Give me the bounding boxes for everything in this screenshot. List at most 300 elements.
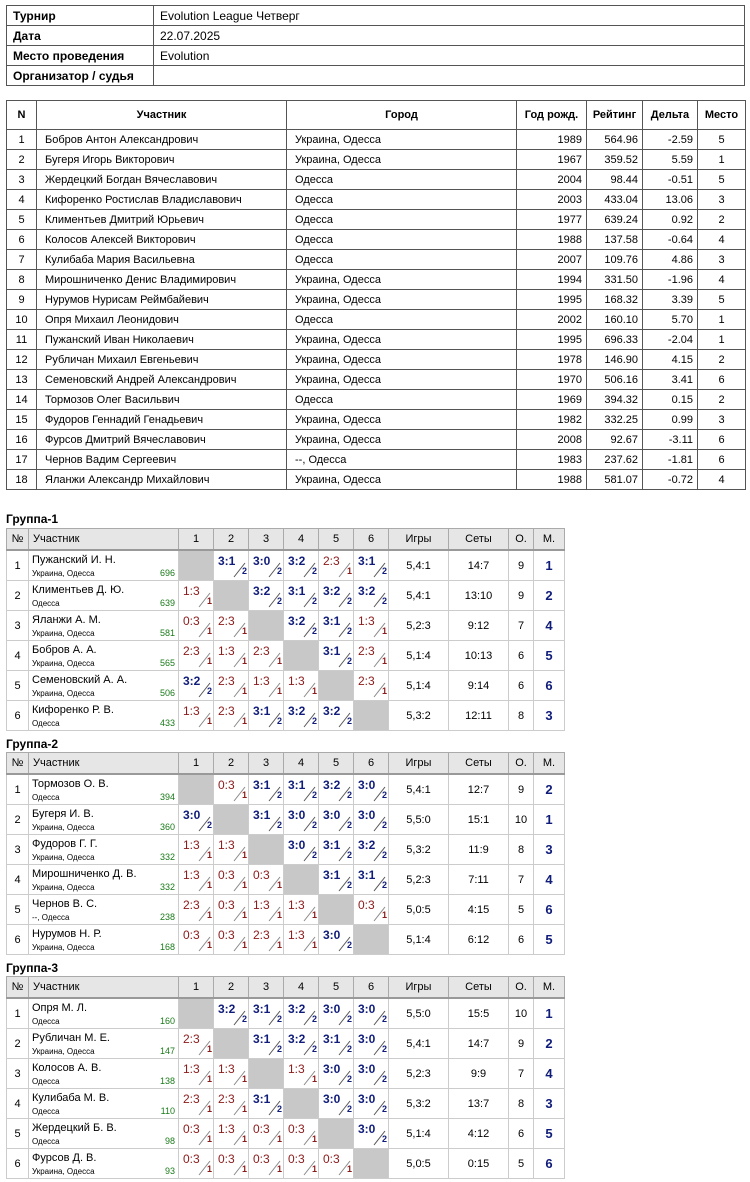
player-place [534,805,565,835]
match-points: 2 [382,880,388,890]
match-score [319,641,353,670]
match-points: 1 [242,626,248,636]
player-points: 6 [509,925,534,955]
match-score [354,835,388,864]
match-result-cell [319,774,354,805]
player-points: 9 [509,581,534,611]
player-number: 2 [7,805,29,835]
player-points: 6 [509,641,534,671]
col-no-header: № [7,753,29,775]
player-number: 1 [7,774,29,805]
match-score [354,611,388,640]
player-name: Бугеря И. В. [32,808,94,820]
group-row [7,581,565,611]
participant-city: Одесса [287,230,517,250]
player-name: Чернов В. С. [32,898,98,910]
match-set-score: 3:1 [323,644,341,658]
col-place-header: Место [698,101,746,130]
match-points: 1 [242,1074,248,1084]
match-result-cell [249,865,284,895]
info-label: Дата [7,26,154,46]
participant-row [7,170,746,190]
participant-birth-year: 2003 [517,190,587,210]
participant-birth-year: 1967 [517,150,587,170]
info-value: 22.07.2025 [154,26,745,46]
player-name: Нурумов Н. Р. [32,928,102,940]
group-row [7,925,565,955]
participant-delta: -1.81 [643,450,698,470]
match-points: 1 [277,1134,283,1144]
participant-delta: -0.72 [643,470,698,490]
player-place-value: 5 [545,932,553,947]
match-points: 2 [207,820,213,830]
match-points: 1 [312,910,318,920]
match-points: 1 [207,1164,213,1174]
participant-birth-year: 1970 [517,370,587,390]
player-points: 7 [509,1059,534,1089]
player-sets: 12:7 [449,774,509,805]
match-points: 2 [347,850,353,860]
player-games: 5,3:2 [389,701,449,731]
match-score [319,1089,353,1118]
match-result-cell [319,1089,354,1119]
participant-number: 15 [7,410,37,430]
player-number: 5 [7,895,29,925]
player-games: 5,5:0 [389,998,449,1029]
participant-row [7,130,746,150]
self-match-cell [214,581,249,611]
player-name: Рубличан М. Е. [32,1032,110,1044]
participant-name: Рубличан Михаил Евгеньевич [37,350,287,370]
match-score [319,1029,353,1058]
group-row [7,1149,565,1179]
match-points: 1 [382,656,388,666]
match-result-cell [284,1149,319,1179]
match-score [249,775,283,804]
match-points: 1 [277,940,283,950]
group-row [7,865,565,895]
player-city: Украина, Одесса [32,1167,95,1176]
group-row [7,611,565,641]
match-result-cell [354,550,389,581]
player-games: 5,4:1 [389,774,449,805]
player-games: 5,3:2 [389,1089,449,1119]
match-result-cell [249,671,284,701]
match-set-score: 2:3 [183,1092,200,1106]
player-points: 5 [509,895,534,925]
player-games: 5,0:5 [389,895,449,925]
info-row [7,6,745,26]
match-points: 1 [242,1134,248,1144]
match-set-score: 1:3 [288,928,305,942]
match-points: 2 [382,1014,388,1024]
participant-city: Одесса [287,390,517,410]
match-score [179,611,213,640]
self-match-cell [319,1119,354,1149]
match-set-score: 3:2 [288,554,306,568]
participant-rating: 564.96 [587,130,643,150]
participants-table [6,100,746,490]
match-points: 1 [207,910,213,920]
player-points: 6 [509,1119,534,1149]
match-result-cell [249,550,284,581]
self-match-cell [354,701,389,731]
participant-city: Одесса [287,250,517,270]
col-participant-header: Участник [37,101,287,130]
player-number: 4 [7,865,29,895]
player-games: 5,4:1 [389,581,449,611]
player-points: 10 [509,998,534,1029]
match-set-score: 0:3 [218,1152,235,1166]
player-rating: 332 [159,882,175,892]
match-result-cell [214,1119,249,1149]
match-score [354,775,388,804]
match-set-score: 3:0 [358,1002,376,1016]
player-sets: 4:12 [449,1119,509,1149]
participant-name: Нурумов Нурисам Реймбайевич [37,290,287,310]
group-header-row [7,977,565,999]
col-delta-header: Дельта [643,101,698,130]
match-set-score: 3:1 [323,838,341,852]
match-points: 2 [382,596,388,606]
participant-name: Тормозов Олег Васильвич [37,390,287,410]
participant-delta: 0.15 [643,390,698,410]
match-result-cell [319,641,354,671]
col-sets-header: Сеты [449,753,509,775]
match-set-score: 3:2 [253,584,271,598]
match-set-score: 3:1 [253,704,271,718]
match-score [284,775,318,804]
group-row [7,1089,565,1119]
player-city: Украина, Одесса [32,659,95,668]
participant-row [7,350,746,370]
match-score [249,865,283,894]
player-cell [29,1149,179,1179]
player-name: Мирошниченко Д. В. [32,868,137,880]
col-place-header: М. [534,977,565,999]
participant-birth-year: 1995 [517,290,587,310]
match-set-score: 3:0 [358,1062,376,1076]
participant-number: 3 [7,170,37,190]
player-name: Бобров А. А. [32,644,97,656]
participant-row [7,430,746,450]
match-score [249,671,283,700]
participant-name: Мирошниченко Денис Владимирович [37,270,287,290]
match-score [319,1059,353,1088]
col-opp-1-header: 1 [179,977,214,999]
match-score [284,1029,318,1058]
participant-name: Фудоров Геннадий Генадьевич [37,410,287,430]
match-set-score: 3:2 [288,1032,306,1046]
player-number: 2 [7,581,29,611]
player-place [534,641,565,671]
participant-number: 12 [7,350,37,370]
match-set-score: 0:3 [218,898,235,912]
info-row [7,46,745,66]
participant-rating: 137.58 [587,230,643,250]
match-score [354,1089,388,1118]
player-city: Украина, Одесса [32,689,95,698]
match-score [179,1149,213,1178]
participant-delta: 4.15 [643,350,698,370]
match-set-score: 2:3 [183,898,200,912]
match-set-score: 0:3 [183,614,200,628]
match-score [284,1059,318,1088]
player-sets: 15:5 [449,998,509,1029]
match-result-cell [249,895,284,925]
match-points: 1 [242,940,248,950]
match-points: 2 [382,1104,388,1114]
player-city: Украина, Одесса [32,943,95,952]
match-result-cell [319,1149,354,1179]
match-points: 2 [382,790,388,800]
match-points: 1 [277,880,283,890]
player-sets: 15:1 [449,805,509,835]
match-points: 1 [242,1164,248,1174]
player-number: 1 [7,550,29,581]
match-set-score: 0:3 [183,1152,200,1166]
player-cell [29,1089,179,1119]
participant-rating: 331.50 [587,270,643,290]
match-set-score: 0:3 [288,1152,305,1166]
match-points: 2 [312,1044,318,1054]
player-cell [29,925,179,955]
self-match-cell [249,611,284,641]
match-score [284,805,318,834]
match-points: 1 [207,596,213,606]
match-result-cell [284,581,319,611]
player-rating: 147 [159,1046,175,1056]
col-city-header: Город [287,101,517,130]
participant-number: 14 [7,390,37,410]
player-number: 2 [7,1029,29,1059]
col-opp-5-header: 5 [319,753,354,775]
match-score [319,551,353,580]
col-opp-4-header: 4 [284,753,319,775]
player-sets: 10:13 [449,641,509,671]
participant-place: 4 [698,230,746,250]
participant-rating: 433.04 [587,190,643,210]
match-set-score: 2:3 [358,674,375,688]
participant-name: Пужанский Иван Николаевич [37,330,287,350]
participant-name: Опря Михаил Леонидович [37,310,287,330]
match-points: 2 [382,1134,388,1144]
participant-row [7,450,746,470]
match-set-score: 3:1 [253,1032,271,1046]
match-points: 1 [312,686,318,696]
match-score [354,1119,388,1148]
match-score [249,551,283,580]
info-value: Evolution [154,46,745,66]
match-set-score: 0:3 [358,898,375,912]
player-number: 4 [7,1089,29,1119]
match-result-cell [284,835,319,865]
match-result-cell [249,998,284,1029]
col-points-header: О. [509,529,534,551]
match-score [249,701,283,730]
match-set-score: 3:2 [183,674,201,688]
participant-place: 6 [698,370,746,390]
col-opp-4-header: 4 [284,977,319,999]
match-score [284,551,318,580]
participant-city: --, Одесса [287,450,517,470]
match-points: 1 [382,910,388,920]
match-points: 2 [347,940,353,950]
match-score [249,805,283,834]
match-result-cell [179,805,214,835]
group-3-title: Группа-3 [6,961,59,975]
participant-rating: 639.24 [587,210,643,230]
player-sets: 7:11 [449,865,509,895]
player-points: 9 [509,550,534,581]
participant-number: 16 [7,430,37,450]
match-set-score: 3:1 [323,868,341,882]
match-points: 1 [207,1104,213,1114]
match-set-score: 1:3 [253,898,270,912]
match-points: 2 [277,1044,283,1054]
match-set-score: 3:2 [323,584,341,598]
match-points: 2 [382,1074,388,1084]
participant-city: Украина, Одесса [287,330,517,350]
player-rating: 168 [159,942,175,952]
match-set-score: 1:3 [183,1062,200,1076]
group-header-row [7,529,565,551]
match-points: 2 [347,820,353,830]
participant-number: 7 [7,250,37,270]
match-points: 1 [312,1134,318,1144]
match-set-score: 1:3 [288,898,305,912]
match-result-cell [354,835,389,865]
match-points: 2 [242,1014,248,1024]
match-score [284,1149,318,1178]
player-games: 5,2:3 [389,865,449,895]
self-match-cell [214,805,249,835]
player-place-value: 5 [545,648,553,663]
match-score [179,1059,213,1088]
match-result-cell [354,774,389,805]
player-cell [29,641,179,671]
self-match-cell [214,1029,249,1059]
match-result-cell [214,1059,249,1089]
info-label: Место проведения [7,46,154,66]
participants-header [7,101,746,130]
participant-birth-year: 1988 [517,230,587,250]
player-points: 8 [509,701,534,731]
match-result-cell [319,611,354,641]
player-place [534,865,565,895]
match-result-cell [354,895,389,925]
player-place-value: 3 [545,1096,553,1111]
participant-city: Одесса [287,210,517,230]
player-cell [29,581,179,611]
match-set-score: 3:1 [288,778,306,792]
match-set-score: 3:2 [288,704,306,718]
match-set-score: 1:3 [183,584,200,598]
participant-rating: 146.90 [587,350,643,370]
participant-city: Одесса [287,190,517,210]
match-score [319,701,353,730]
match-points: 1 [207,1134,213,1144]
match-score [354,1059,388,1088]
participant-rating: 98.44 [587,170,643,190]
match-score [249,895,283,924]
match-score [214,1149,248,1178]
match-set-score: 3:1 [253,808,271,822]
match-points: 1 [242,880,248,890]
col-rating-header: Рейтинг [587,101,643,130]
player-city: Одесса [32,1077,60,1086]
player-games: 5,2:3 [389,611,449,641]
col-place-header: М. [534,529,565,551]
match-score [179,641,213,670]
match-points: 1 [277,910,283,920]
player-place-value: 2 [545,782,553,797]
match-score [249,581,283,610]
player-place-value: 4 [545,618,553,633]
participant-row [7,470,746,490]
player-sets: 12:11 [449,701,509,731]
match-set-score: 3:1 [358,554,376,568]
player-city: Украина, Одесса [32,823,95,832]
participant-rating: 160.10 [587,310,643,330]
match-score [214,701,248,730]
match-set-score: 3:2 [323,704,341,718]
match-score [319,865,353,894]
match-score [214,775,248,804]
player-cell [29,895,179,925]
match-points: 2 [347,1014,353,1024]
player-cell [29,701,179,731]
participant-row [7,330,746,350]
participant-row [7,390,746,410]
match-set-score: 3:0 [253,554,271,568]
match-points: 2 [382,850,388,860]
match-points: 2 [312,1014,318,1024]
match-points: 1 [207,850,213,860]
match-score [319,805,353,834]
participant-number: 10 [7,310,37,330]
col-participant-header: Участник [29,529,179,551]
player-city: --, Одесса [32,913,70,922]
col-opp-5-header: 5 [319,529,354,551]
match-set-score: 3:1 [288,584,306,598]
match-result-cell [284,895,319,925]
participant-rating: 92.67 [587,430,643,450]
participant-delta: -1.96 [643,270,698,290]
match-result-cell [214,1149,249,1179]
match-result-cell [284,701,319,731]
player-number: 3 [7,1059,29,1089]
player-cell [29,1119,179,1149]
player-place [534,1149,565,1179]
match-set-score: 3:2 [358,584,376,598]
self-match-cell [179,998,214,1029]
participant-place: 6 [698,450,746,470]
match-set-score: 3:0 [358,1122,376,1136]
match-set-score: 1:3 [218,1062,235,1076]
player-place-value: 6 [545,678,553,693]
match-set-score: 3:1 [323,1032,341,1046]
group-header-row [7,753,565,775]
player-number: 4 [7,641,29,671]
self-match-cell [249,1059,284,1089]
player-games: 5,1:4 [389,671,449,701]
match-points: 2 [277,1104,283,1114]
match-points: 2 [277,820,283,830]
match-score [179,1119,213,1148]
match-score [354,895,388,924]
participant-number: 11 [7,330,37,350]
